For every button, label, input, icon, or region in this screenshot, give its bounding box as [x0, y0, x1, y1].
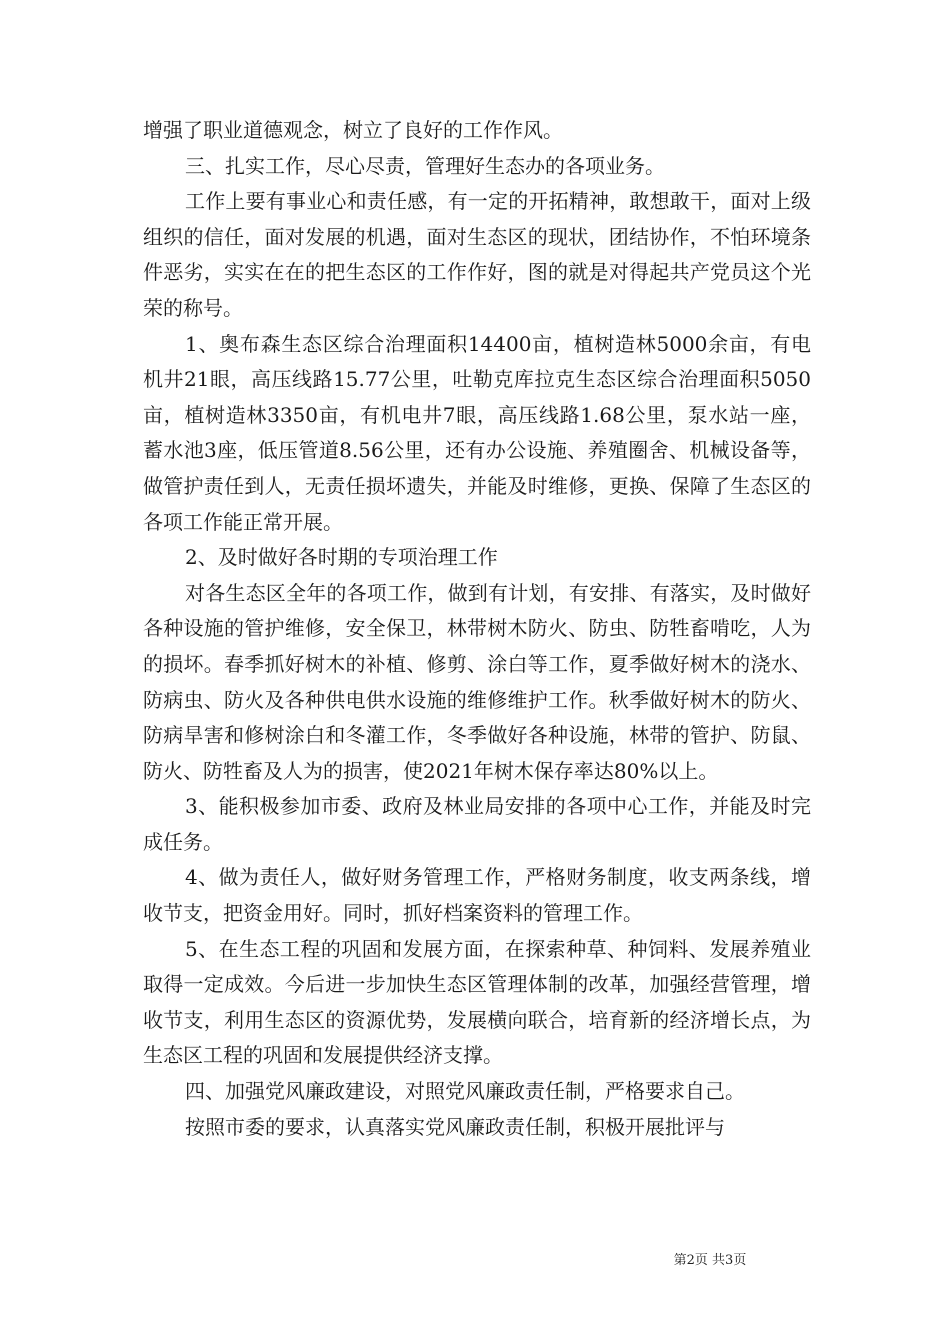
- paragraph-9-item-5: 5、在生态工程的巩固和发展方面，在探索种草、种饲料、发展养殖业取得一定成效。今后进一步加快生态区管理体制的改革，加强经营管理，增收节支，利用生态区的资源优势，发展横向联合，培育新的经济增长点，为生态区工程的巩固和发展提供经济支撑。: [143, 936, 811, 1068]
- paragraph-6: 对各生态区全年的各项工作，做到有计划，有安排、有落实，及时做好各种设施的管护维修，安全保卫，林带树木防火、防虫、防牲畜啃吃，人为的损坏。春季抓好树木的补植、修剪、涂白等工作，夏季做好树木的浇水、防病虫、防火及各种供电供水设施的维修维护工作。秋季做好树木的防火、防病旱害和修树涂白和冬灌工作，冬季做好各种设施，林带的管护、防鼠、防火、防牲畜及人为的损害，使2021年树木保存率达80%以上。: [143, 580, 811, 783]
- paragraph-7-item-3: 3、能积极参加市委、政府及林业局安排的各项中心工作，并能及时完成任务。: [143, 794, 811, 854]
- paragraph-4-item-1: 1、奥布森生态区综合治理面积14400亩，植树造林5000余亩，有电机井21眼，高压线路15.77公里，吐勒克库拉克生态区综合治理面积5050亩，植树造林3350亩，有机电井7眼，高压线路1.68公里，泵水站一座，蓄水池3座，低压管道8.56公里，还有办公设施、养殖圈舍、机械设备等，做管护责任到人，无责任损坏遗失，并能及时维修，更换、保障了生态区的各项工作能正常开展。: [143, 331, 811, 534]
- paragraph-8-item-4: 4、做为责任人，做好财务管理工作，严格财务制度，收支两条线，增收节支，把资金用好。同时，抓好档案资料的管理工作。: [143, 865, 811, 926]
- paragraph-11: 按照市委的要求，认真落实党风廉政责任制，积极开展批评与: [185, 1114, 725, 1139]
- paragraph-5-item-2-heading: 2、及时做好各时期的专项治理工作: [185, 545, 498, 570]
- page-number-footer: 第2页 共3页: [673, 1253, 747, 1268]
- paragraph-10-heading: 四、加强党风廉政建设，对照党风廉政责任制，严格要求自己。: [185, 1079, 745, 1104]
- paragraph-2-heading: 三、扎实工作，尽心尽责，管理好生态办的各项业务。: [185, 153, 665, 178]
- document-body: [143, 113, 811, 1145]
- paragraph-3: 工作上要有事业心和责任感，有一定的开拓精神，敢想敢干，面对上级组织的信任，面对发展的机遇，面对生态区的现状，团结协作，不怕环境条件恶劣，实实在在的把生态区的工作作好，图的就是对得起共产党员这个光荣的称号。: [143, 189, 811, 320]
- paragraph-1: 增强了职业道德观念，树立了良好的工作作风。: [143, 118, 563, 142]
